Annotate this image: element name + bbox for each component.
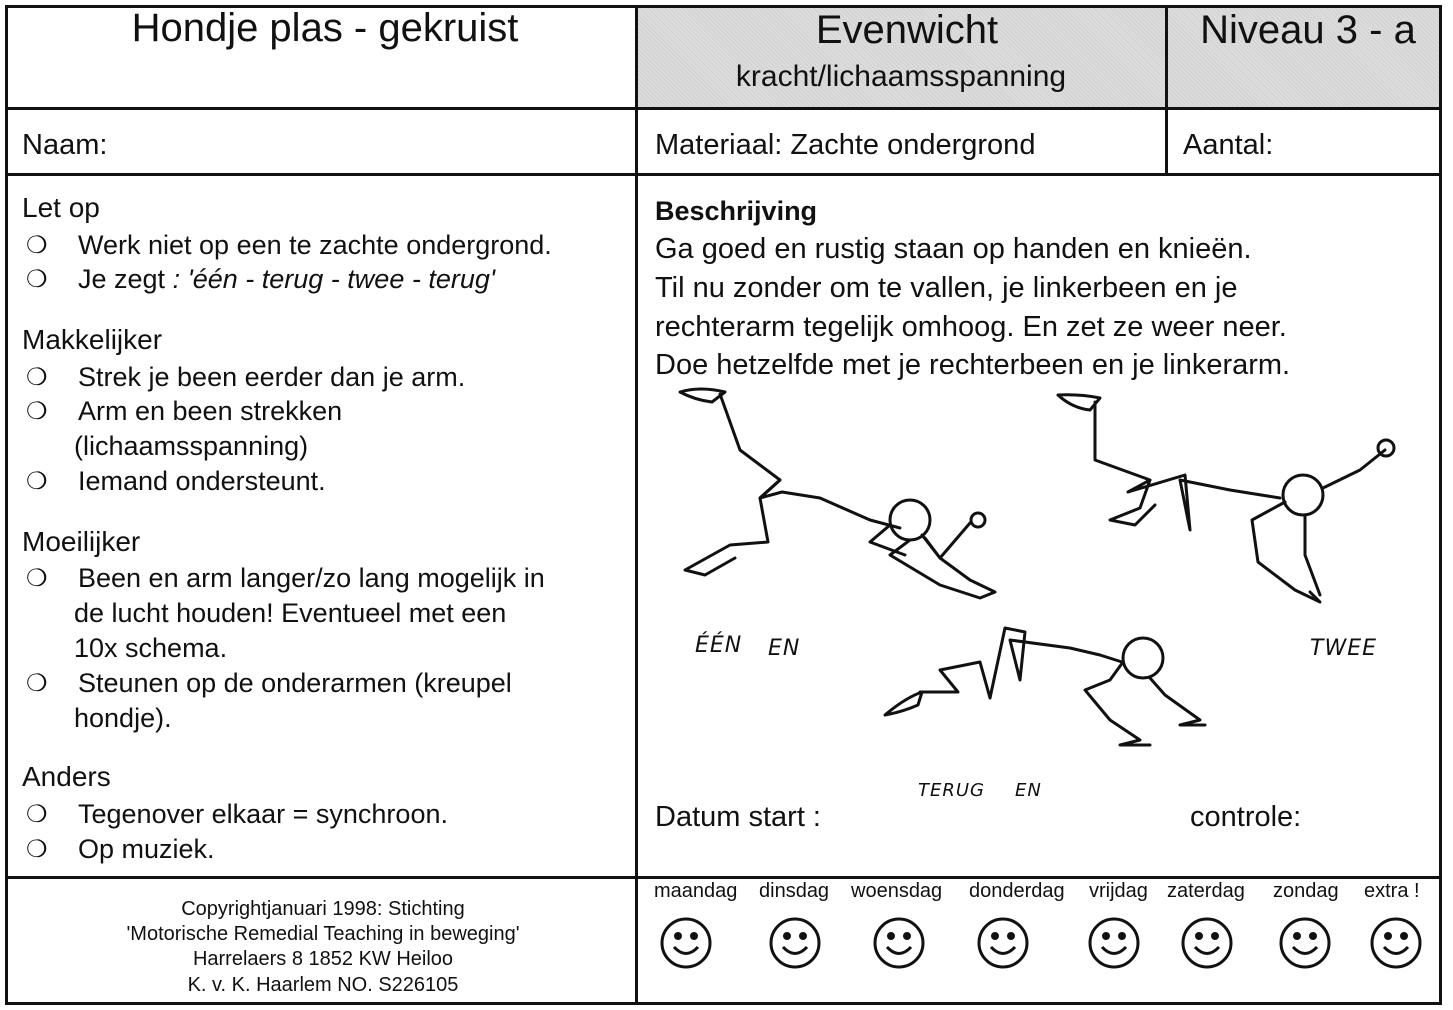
list-item-continuation: 10x schema. <box>74 633 228 663</box>
caption-en-2: EN <box>1015 780 1042 801</box>
copyright-line: Harrelaers 8 1852 KW Heiloo <box>192 948 454 970</box>
day-label-extra: extra ! <box>1364 880 1420 902</box>
level-title: Niveau 3 - a <box>1200 8 1416 52</box>
divider <box>5 173 1442 176</box>
smiley-face-icon[interactable] <box>768 916 822 970</box>
copyright-line: K. v. K. Haarlem NO. S226105 <box>187 974 459 996</box>
day-label-dinsdag: dinsdag <box>759 880 830 902</box>
description-line: rechterarm tegelijk omhoog. En zet ze weer neer. <box>655 311 1287 343</box>
control-label: controle: <box>1190 801 1302 833</box>
stick-figure-2 <box>1058 395 1394 602</box>
circle-bullet-icon: ❍ <box>26 266 48 293</box>
say-text: : 'één - terug - twee - terug' <box>165 264 496 294</box>
makkelijker-heading: Makkelijker <box>22 324 163 355</box>
date-start-label: Datum start : <box>655 801 821 833</box>
caption-en: EN <box>768 636 801 661</box>
list-item-continuation: hondje). <box>74 703 172 733</box>
smiley-face-icon[interactable] <box>1278 916 1332 970</box>
caption-een: ÉÉN <box>695 633 743 658</box>
smiley-face-icon[interactable] <box>1369 916 1423 970</box>
smiley-face-icon[interactable] <box>976 916 1030 970</box>
day-label-zaterdag: zaterdag <box>1167 880 1245 902</box>
stick-figure-1 <box>680 389 995 598</box>
day-label-woensdag: woensdag <box>851 880 943 902</box>
day-label-zondag: zondag <box>1273 880 1339 902</box>
material-label: Materiaal: Zachte ondergrond <box>655 129 1036 161</box>
list-item-continuation: de lucht houden! Eventueel met een <box>74 598 507 628</box>
circle-bullet-icon: ❍ <box>26 670 48 697</box>
description-line: Ga goed en rustig staan op handen en knieën. <box>655 233 1252 265</box>
stick-figure-3 <box>885 628 1205 745</box>
circle-bullet-icon: ❍ <box>26 836 48 863</box>
name-label: Naam: <box>22 129 108 161</box>
circle-bullet-icon: ❍ <box>26 801 48 828</box>
smiley-face-icon[interactable] <box>1180 916 1234 970</box>
day-label-vrijdag: vrijdag <box>1089 880 1148 902</box>
divider <box>5 107 1442 110</box>
moeilijker-heading: Moeilijker <box>22 526 141 557</box>
beschrijving-heading: Beschrijving <box>655 196 818 226</box>
day-label-maandag: maandag <box>654 880 738 902</box>
copyright-line: 'Motorische Remedial Teaching in beweging' <box>126 923 520 945</box>
description-line: Doe hetzelfde met je rechterbeen en je linkerarm. <box>655 349 1291 381</box>
exercise-title: Hondje plas - gekruist <box>131 6 519 50</box>
smiley-face-icon[interactable] <box>659 916 713 970</box>
smiley-face-icon[interactable] <box>872 916 926 970</box>
circle-bullet-icon: ❍ <box>26 364 48 391</box>
stick-figure-illustration <box>640 380 1440 800</box>
caption-twee: TWEE <box>1310 636 1377 661</box>
circle-bullet-icon: ❍ <box>26 468 48 495</box>
circle-bullet-icon: ❍ <box>26 565 48 592</box>
day-label-donderdag: donderdag <box>969 880 1065 902</box>
let-op-heading: Let op <box>22 192 100 223</box>
divider <box>635 5 638 1005</box>
subcategory-title: kracht/lichaamsspanning <box>735 60 1067 93</box>
list-item-continuation: (lichaamsspanning) <box>74 431 309 461</box>
description-line: Til nu zonder om te vallen, je linkerbeen en je <box>655 272 1238 304</box>
smiley-face-icon[interactable] <box>1087 916 1141 970</box>
copyright-line: Copyrightjanuari 1998: Stichting <box>181 898 465 920</box>
anders-heading: Anders <box>22 761 111 792</box>
count-label: Aantal: <box>1183 129 1274 161</box>
category-title: Evenwicht <box>815 8 999 52</box>
circle-bullet-icon: ❍ <box>26 398 48 425</box>
circle-bullet-icon: ❍ <box>26 232 48 259</box>
divider <box>5 876 1442 879</box>
caption-terug: TERUG <box>918 780 985 801</box>
